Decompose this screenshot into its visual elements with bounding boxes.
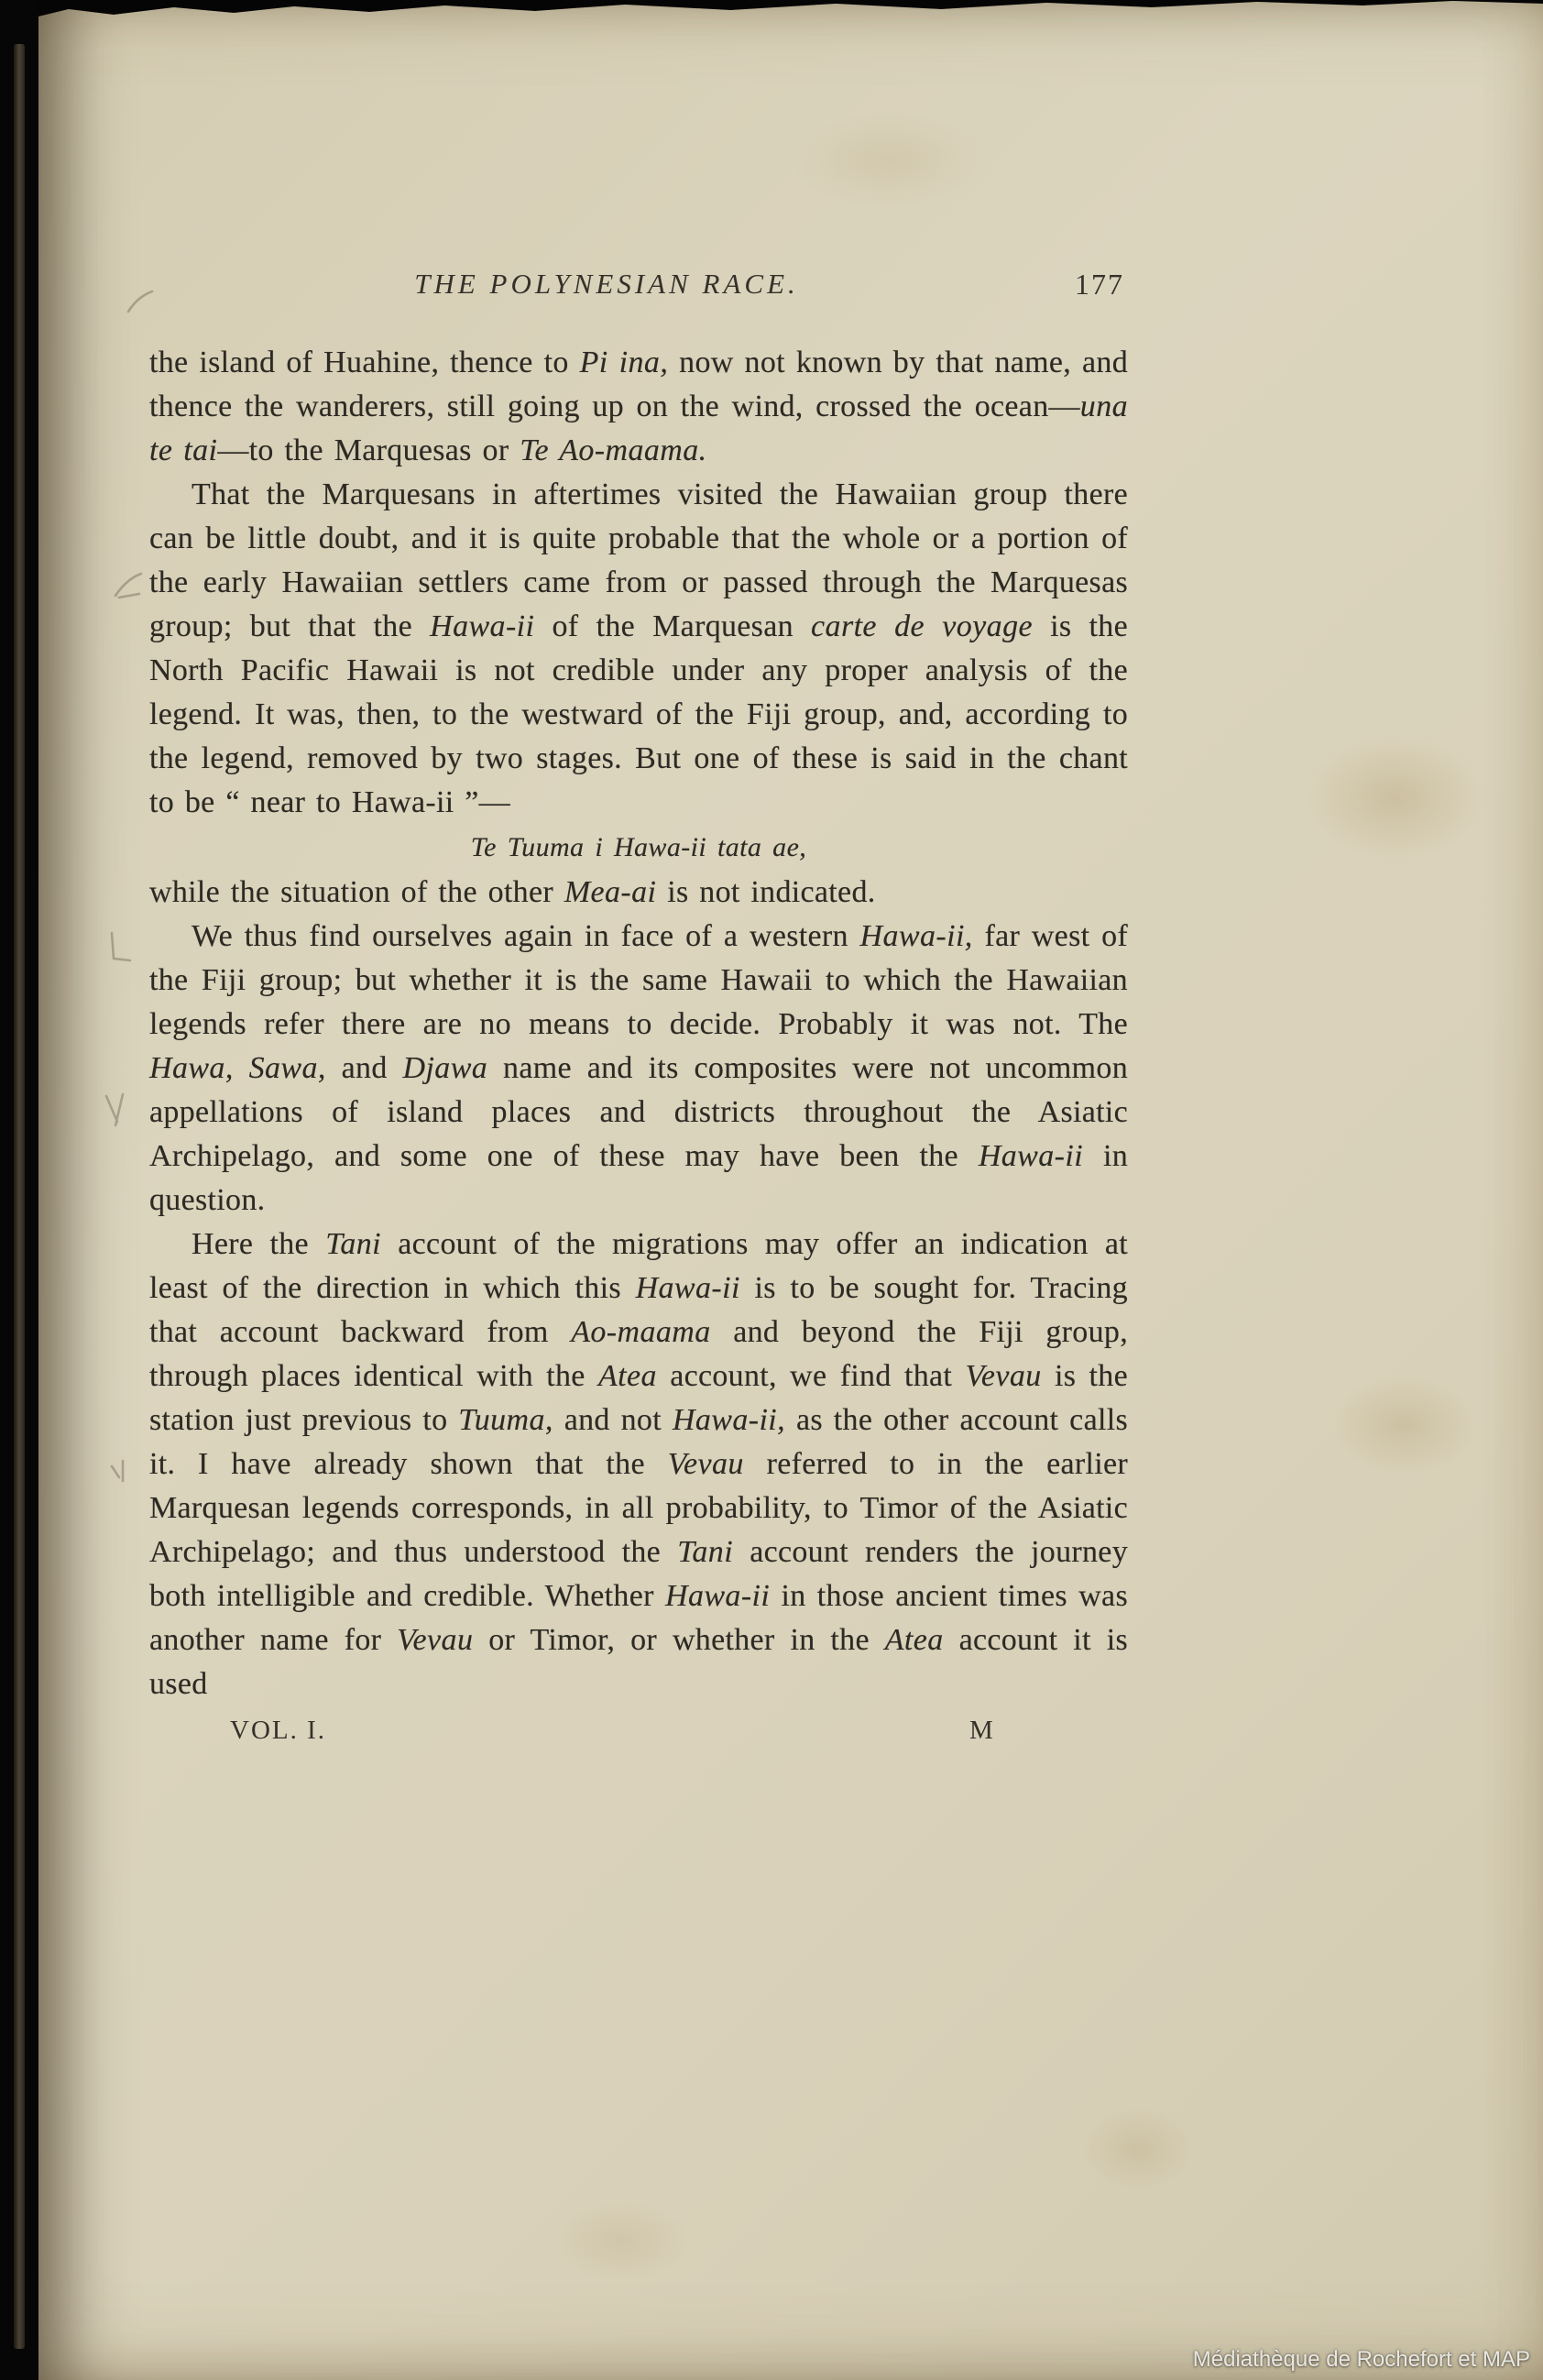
page-footer (149, 1716, 1128, 1758)
page-number: 177 (1075, 268, 1124, 301)
foxing-stain (1083, 2108, 1193, 2190)
verse-line: Te Tuuma i Hawa-ii tata ae, (470, 832, 807, 862)
paragraph: the island of Huahine, thence to Pi ina, now not known by that name, and thence the wanderers, still going up on the wind, crossed the ocean—una te tai—to the Marquesas or Te Ao-maama. (149, 345, 1128, 467)
volume-label: VOL. I. (230, 1716, 327, 1745)
page-content (149, 268, 1128, 1758)
running-header (149, 268, 1128, 315)
paragraph: That the Marquesans in aftertimes visited the Hawaiian group there can be little doubt, and it is quite probable that the whole or a portion of the early Hawaiian settlers came from or passed through the Marquesas group; but that the Hawa-ii of the Marquesan carte de voyage is the North Pacific Hawaii is not credible under any proper analysis of the legend. It was, then, to the westward of the Fiji group, and, according to the legend, removed by two stages. But one of these is said in the chant to be “ near to Hawa-ii ”— (149, 477, 1128, 819)
printer-signature: M (969, 1716, 994, 1745)
page-stack-edge (14, 44, 25, 2349)
paragraph: We thus find ourselves again in face of a western Hawa-ii, far west of the Fiji group; but whether it is the same Hawaii to which the Hawaiian legends refer there are no means to decide. Probably it was not. The Hawa, Sawa, and Djawa name and its composites were not uncommon appellations of island places and districts throughout the Asiatic Archipelago, and some one of these may have been the Hawa-ii in question. (149, 919, 1129, 1217)
page-body (149, 341, 1128, 1706)
foxing-stain (1303, 733, 1486, 861)
paragraph: while the situation of the other Mea-ai is not indicated. (149, 875, 876, 909)
paragraph: Here the Tani account of the migrations may offer an indication at least of the direction in which this Hawa-ii is to be sought for. Tracing that account backward from Ao-maama and beyond the Fiji group, through places identical with the Atea account, we find that Vevau is the station just previous to Tuuma, and not Hawa-ii, as the other account calls it. I have already shown that the Vevau referred to in the earlier Marquesan legends corresponds, in all probability, to Timor of the Asiatic Archipelago; and thus understood the Tani account renders the journey both intelligible and credible. Whether Hawa-ii in those ancient times was another name for Vevau or Timor, or whether in the Atea account it is used (149, 1227, 1129, 1701)
book-spine-edge (0, 0, 38, 2380)
library-watermark: Médiathèque de Rochefort et MAP (1192, 2347, 1530, 2372)
foxing-stain (790, 110, 991, 211)
running-title: THE POLYNESIAN RACE. (414, 268, 799, 300)
foxing-stain (1330, 1375, 1477, 1475)
foxing-stain (552, 2199, 689, 2282)
